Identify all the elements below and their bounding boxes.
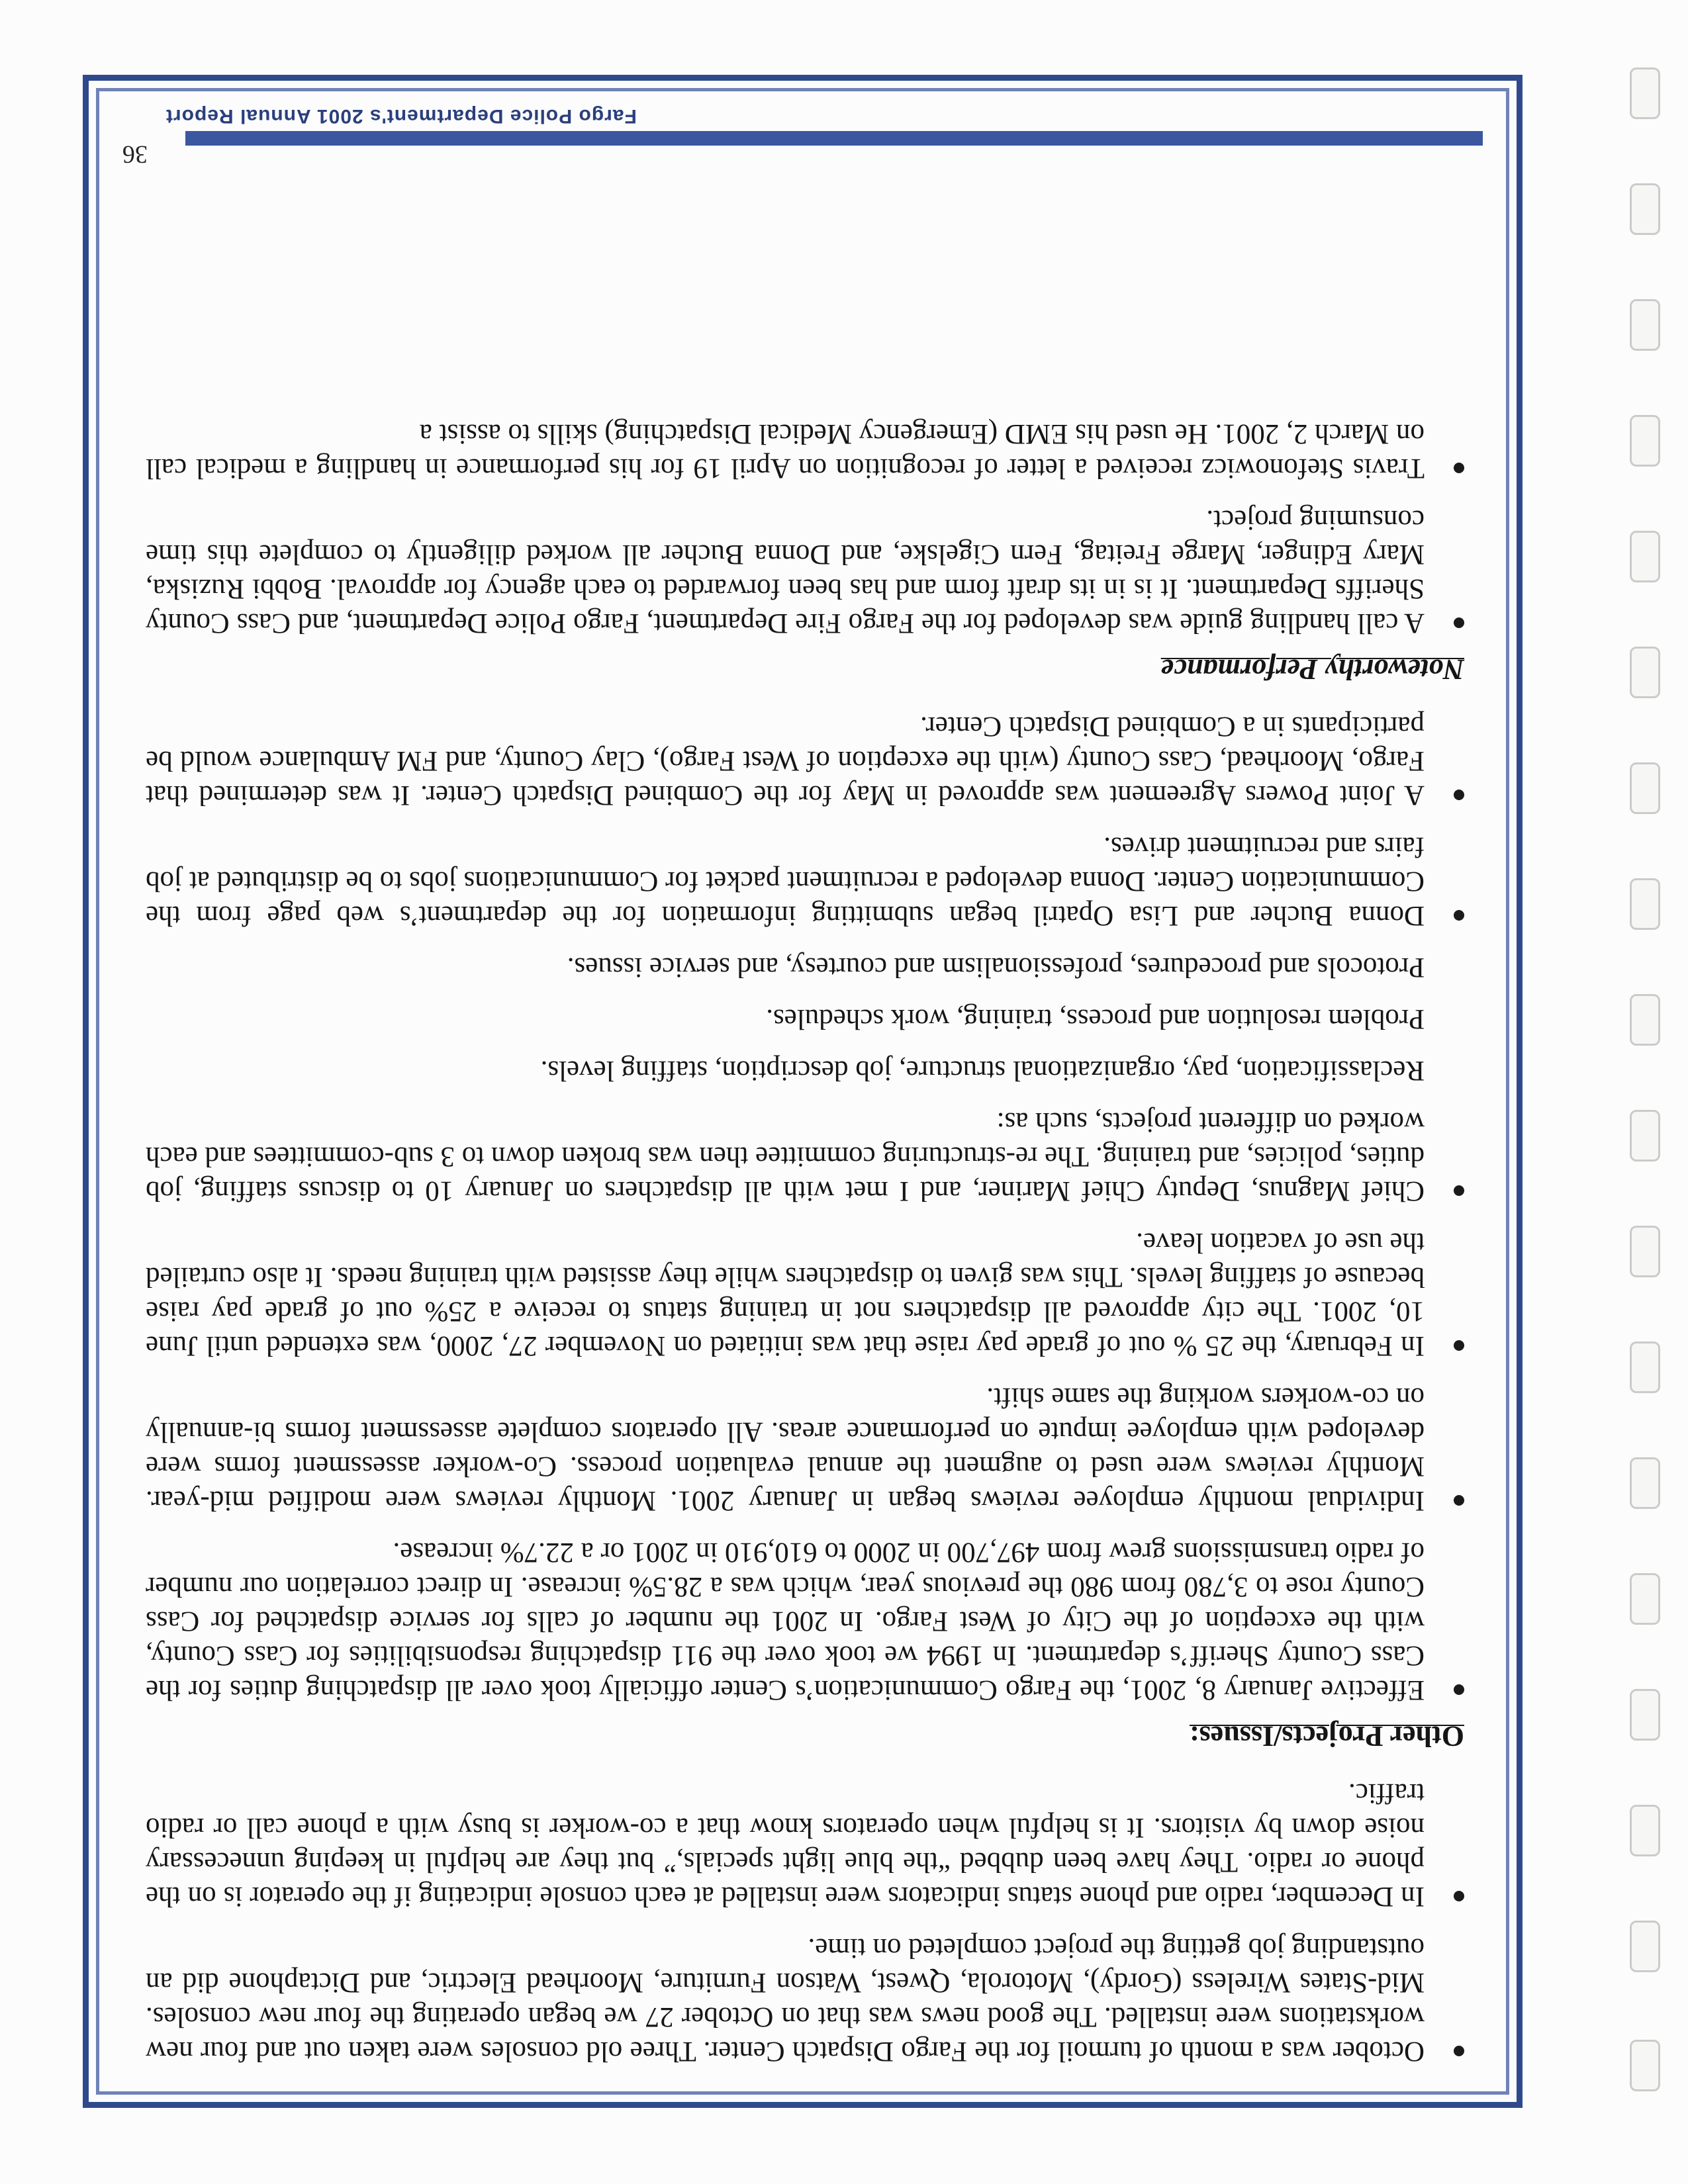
bullet-icon <box>1454 463 1464 473</box>
page-body <box>146 399 1470 2068</box>
section-heading-noteworthy: Noteworthy Performance <box>1160 653 1464 686</box>
list-item <box>146 1105 1470 1208</box>
bullet-icon <box>1454 1684 1464 1695</box>
binding-hole <box>1630 878 1660 930</box>
bullet-icon <box>1454 790 1464 800</box>
binding-hole <box>1630 647 1660 698</box>
list-item <box>146 1380 1470 1518</box>
list-item <box>146 416 1470 485</box>
binding-hole <box>1630 531 1660 582</box>
paragraph-text: Donna Bucher and Lisa Opatril began submitting information for the department’s web page from the Communication Center. Donna developed a recruitment packet for Communications jobs to be distributed at job fairs and recruitment drives. <box>146 831 1425 931</box>
binding-hole <box>1630 762 1660 814</box>
paragraph-text: In February, the 25 % out of grade pay raise that was initiated on November 27, 2000, was extended until June 10, 2001. The city approved all dispatchers not in training status to receive a 25% out of grade pay raise because of staffing levels. This was given to dispatchers while they assisted with training needs. It also curtailed the use of vacation leave. <box>146 1227 1425 1361</box>
bullet-icon <box>1454 1185 1464 1196</box>
paragraph-text: A Joint Powers Agreement was approved in May for the Combined Dispatch Center. It was determined that Fargo, Moorhead, Cass County (with the exception of West Fargo), Clay County, and FM Ambulance would be participants in a Combined Dispatch Center. <box>146 711 1425 811</box>
paragraph-text: Effective January 8, 2001, the Fargo Communication’s Center officially took over all dispatching duties for the Cass County Sheriff’s department. In 1994 we took over the 911 dispatching responsibilities for Cass County, with the exception of the City of West Fargo. In 2001 the number of calls for service dispatched for Cass County rose to 3,780 from 980 the previous year, which was a 28.5% increase. In direct correlation our number of radio transmissions grew from 497,700 in 2000 to 610,910 in 2001 or a 22.7% increase. <box>146 1537 1425 1706</box>
binding-hole <box>1630 1110 1660 1161</box>
paragraph-text: In December, radio and phone status indicators were installed at each console indicating if the operator is on the phone or radio. They have been dubbed “the blue light specials,” but they are helpful in keeping unnecessary noise down by visitors. It is helpful when operators know that a co-worker is busy with a phone call or radio traffic. <box>146 1778 1425 1912</box>
paragraph-text: A call handling guide was developed for the Fargo Fire Department, Fargo Police Department, and Cass County Sheriffs Department. It is in its draft form and has been forwarded to each agency for approval. Bobbi Ruziska, Mary Edinger, Marge Freitag, Fern Cigelske, and Donna Bucher all worked diligently to complete this time consuming project. <box>146 504 1425 639</box>
list-item <box>146 1931 1470 2068</box>
list-item <box>146 1776 1470 1913</box>
sub-committee-line: Reclassification, pay, organizational structure, job description, staffing levels. <box>540 1055 1425 1086</box>
binding-hole <box>1630 415 1660 467</box>
binding-hole <box>1630 183 1660 235</box>
bullet-icon <box>1454 1495 1464 1506</box>
binding-hole <box>1630 1921 1660 1972</box>
bullet-icon <box>1454 2046 1464 2056</box>
binding-hole <box>1630 68 1660 119</box>
paragraph-text: Travis Stefonowicz received a letter of recognition on April 19 for his performance in handling a medical call on March 2, 2001. He used his EMD (Emergency Medical Dispatching) skills to assist a <box>146 418 1425 484</box>
spiral-binding <box>1615 0 1688 2184</box>
binding-hole <box>1630 1226 1660 1277</box>
sub-committee-line: Problem resolution and process, training, work schedules. <box>766 1003 1425 1034</box>
page-number: 36 <box>122 140 148 168</box>
section-heading-other-projects: Other Projects/Issues: <box>1189 1720 1464 1752</box>
header-rule <box>185 131 1483 146</box>
binding-hole <box>1630 1457 1660 1509</box>
binding-hole <box>1630 1805 1660 1856</box>
bullet-icon <box>1454 910 1464 921</box>
bullet-icon <box>1454 1340 1464 1351</box>
list-item <box>146 1535 1470 1707</box>
bullet-icon <box>1454 617 1464 628</box>
sub-committee-line: Protocols and procedures, professionalism and courtesy, and service issues. <box>567 952 1425 983</box>
paragraph-text: Chief Magnus, Deputy Chief Mariner, and I met with all dispatchers on January 10 to discuss staffing, job duties, policies, and training. The re-structuring committee then was broken down to 3 sub-committees and each worked on different projects, such as: <box>146 1107 1425 1206</box>
binding-hole <box>1630 1573 1660 1625</box>
bullet-icon <box>1454 1891 1464 1901</box>
binding-hole <box>1630 1342 1660 1393</box>
list-item <box>146 829 1470 933</box>
list-item <box>146 709 1470 812</box>
binding-hole <box>1630 1689 1660 1741</box>
list-item <box>146 1225 1470 1363</box>
report-title: Fargo Police Department's 2001 Annual Report <box>165 105 637 127</box>
binding-hole <box>1630 994 1660 1046</box>
binding-hole <box>1630 299 1660 351</box>
paragraph-text: October was a month of turmoil for the Fargo Dispatch Center. Three old consoles were taken out and four new workstations were installed. The good news was that on October 27 we began operating the four new consoles. Mid-States Wireless (Gordy), Motorola, Qwest, Watson Furniture, Moorhead Electric, and Dictaphone did an outstanding job getting the project completed on time. <box>146 1933 1425 2067</box>
list-item <box>146 502 1470 640</box>
binding-hole <box>1630 2040 1660 2091</box>
paragraph-text: Individual monthly employee reviews began in January 2001. Monthly reviews were modified mid-year. Monthly reviews were used to augment the annual evaluation process. Co-worker assessment forms were developed with employee impute on performance areas. All operators complete assessment forms bi-annually on co-workers working the same shift. <box>146 1382 1425 1516</box>
